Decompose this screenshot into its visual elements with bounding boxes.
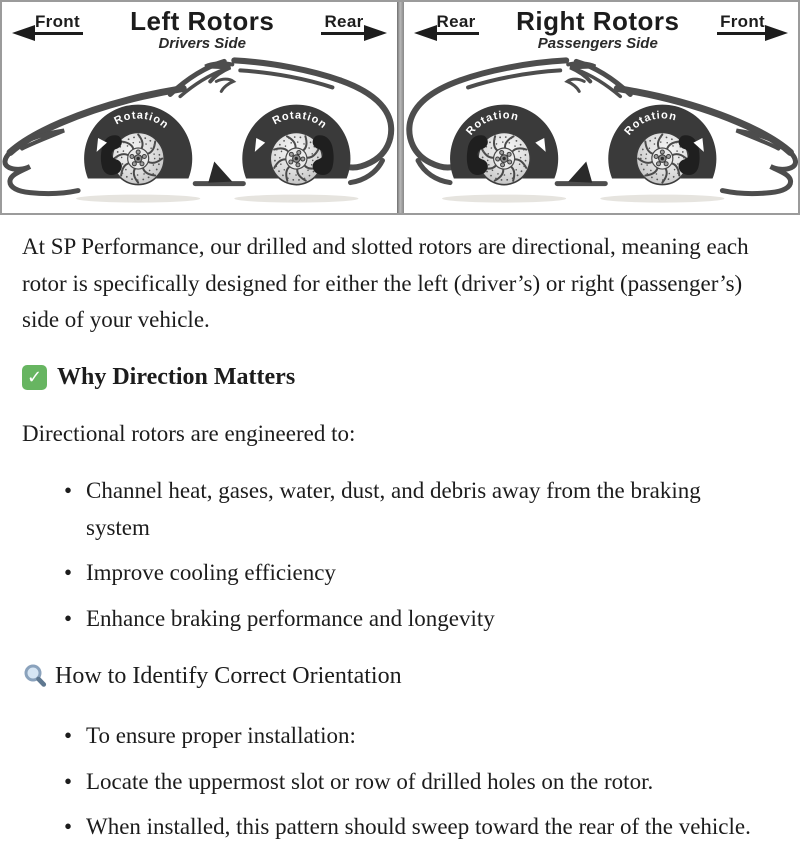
front-label: Front — [32, 12, 83, 35]
right-panel-header — [404, 2, 799, 52]
front-label: Front — [717, 12, 768, 35]
article-body — [0, 215, 800, 846]
left-rotors-panel — [2, 2, 397, 213]
rotation-label: Rotation — [270, 109, 330, 132]
list-item: • Enhance braking performance and longevity — [22, 601, 752, 638]
why-direction-matters-heading — [22, 364, 752, 391]
left-car-sketch — [2, 52, 397, 211]
rear-direction-indicator — [321, 9, 386, 35]
rotation-label: Rotation — [463, 109, 520, 138]
right-arrow-icon — [765, 25, 788, 41]
list-item: • Channel heat, gases, water, dust, and debris away from the braking system — [22, 473, 752, 546]
rotor-direction-diagram — [0, 0, 800, 215]
list-item: • Locate the uppermost slot or row of drilled holes on the rotor. — [22, 764, 752, 801]
right-panel-subtitle: Passengers Side — [537, 35, 658, 52]
left-panel-header — [2, 2, 397, 52]
right-arrow-icon — [364, 25, 387, 41]
rear-label: Rear — [434, 12, 479, 35]
front-direction-indicator — [12, 9, 83, 35]
why-heading-text: Why Direction Matters — [57, 363, 296, 390]
right-panel-title: Right Rotors — [516, 6, 680, 36]
left-panel-title-block — [130, 8, 274, 52]
list-item: • When installed, this pattern should sweep toward the rear of the vehicle. — [22, 809, 752, 846]
how-heading-text: How to Identify Correct Orientation — [55, 663, 402, 689]
left-panel-subtitle: Drivers Side — [158, 35, 246, 52]
rotation-label: Rotation — [112, 109, 171, 132]
right-panel-title-block — [516, 8, 679, 52]
front-direction-indicator — [717, 9, 788, 35]
check-mark-icon: ✓ — [22, 365, 47, 390]
rotation-label: Rotation — [621, 109, 678, 138]
magnifying-glass-icon — [22, 663, 49, 690]
how-to-identify-heading — [22, 663, 752, 690]
intro-paragraph: At SP Performance, our drilled and slotted rotors are directional, meaning each rotor is specifically designed for either the left (driver’s) or right (passenger’s) side of your vehicle. — [22, 234, 749, 332]
how-bullet-list — [22, 718, 752, 846]
list-item: • Improve cooling efficiency — [22, 555, 752, 592]
why-bullet-list — [22, 473, 752, 637]
right-rotors-panel — [404, 2, 799, 213]
rear-direction-indicator — [414, 9, 479, 35]
right-car-sketch — [404, 52, 799, 211]
why-lead-text: Directional rotors are engineered to: — [22, 420, 356, 446]
list-item: • To ensure proper installation: — [22, 718, 752, 755]
rear-label: Rear — [321, 12, 366, 35]
car-drawing — [5, 60, 391, 202]
left-panel-title: Left Rotors — [130, 6, 275, 36]
panel-divider — [397, 2, 404, 213]
